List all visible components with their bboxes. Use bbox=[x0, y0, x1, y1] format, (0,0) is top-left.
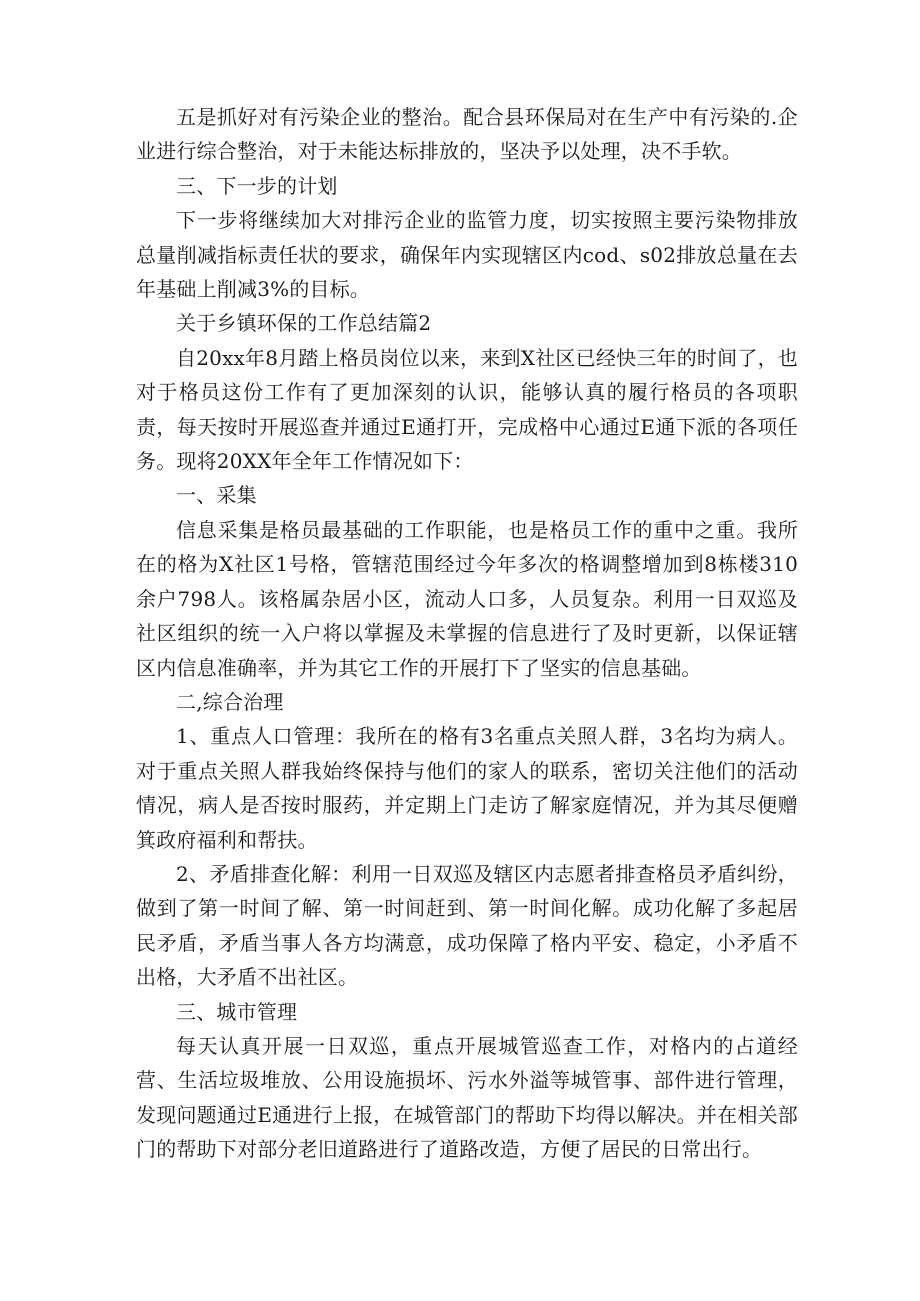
paragraph-city-management: 每天认真开展一日双巡，重点开展城管巡查工作，对格内的占道经营、生活垃圾堆放、公用设施损坏、污水外溢等城管事、部件进行管理，发现问题通过E通进行上报，在城管部门的帮助下均得以解决。并在相关部门的帮助下对部分老旧道路进行了道路改造，方便了居民的日常出行。 bbox=[136, 1033, 798, 1162]
heading-collection: 一、采集 bbox=[176, 483, 257, 508]
paragraph-collection: 信息采集是格员最基础的工作职能，也是格员工作的重中之重。我所在的格为X社区1号格，管辖范围经过今年多次的格调整增加到8栋楼310余户798人。该格属杂居小区，流动人口多，人员复杂。利用一日双巡及社区组织的统一入户将以掌握及未掌握的信息进行了及时更新，以保证辖区内信息准确率，并为其它工作的开展打下了坚实的信息基础。 bbox=[136, 517, 798, 680]
paragraph-pollution-remediation: 五是抓好对有污染企业的整治。配合县环保局对在生产中有污染的.企业进行综合整治，对于未能达标排放的，坚决予以处理，决不手软。 bbox=[136, 105, 798, 164]
paragraph-next-step-plan: 下一步将继续加大对排污企业的监管力度，切实按照主要污染物排放总量削减指标责任状的要求，确保年内实现辖区内cod、s02排放总量在去年基础上削减3%的目标。 bbox=[136, 208, 798, 302]
heading-next-step-plan: 三、下一步的计划 bbox=[176, 173, 338, 198]
paragraph-intro: 自20xx年8月踏上格员岗位以来，来到X社区已经快三年的时间了，也对于格员这份工作有了更加深刻的认识，能够认真的履行格员的各项职责，每天按时开展巡查并通过E通打开，完成格中心通过E通下派的各项任务。现将20XX年全年工作情况如下： bbox=[136, 345, 798, 474]
paragraph-conflict-resolution: 2、矛盾排查化解：利用一日双巡及辖区内志愿者排查格员矛盾纠纷，做到了第一时间了解、第一时间赶到、第一时间化解。成功化解了多起居民矛盾，矛盾当事人各方均满意，成功保障了格内平安、稳定，小矛盾不出格，大矛盾不出社区。 bbox=[136, 861, 798, 990]
heading-comprehensive-governance: 二,综合治理 bbox=[176, 689, 284, 714]
paragraph-key-population: 1、重点人口管理：我所在的格有3名重点关照人群，3名均为病人。对于重点关照人群我始终保持与他们的家人的联系，密切关注他们的活动情况，病人是否按时服药，并定期上门走访了解家庭情况，并为其尽便赠箕政府福利和帮扶。 bbox=[136, 724, 798, 852]
document-body bbox=[136, 100, 798, 1167]
heading-summary-part-2: 关于乡镇环保的工作总结篇2 bbox=[176, 311, 432, 336]
heading-city-management: 三、城市管理 bbox=[176, 999, 298, 1024]
